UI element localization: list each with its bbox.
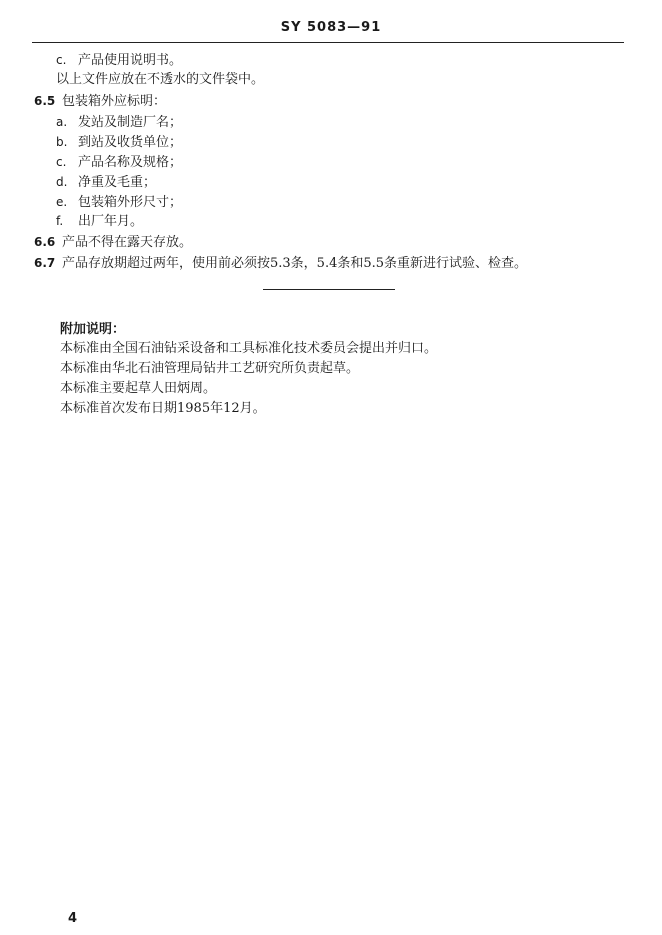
section-text: 产品不得在露天存放。: [62, 235, 193, 250]
list-item-text: 出厂年月。: [78, 214, 144, 229]
list-item: [56, 134, 182, 151]
additional-notes-heading: 附加说明：: [60, 322, 126, 337]
list-item: [56, 213, 143, 230]
section-6-7: [34, 255, 527, 272]
list-item-text: 产品名称及规格；: [78, 155, 183, 170]
header-rule: [32, 42, 624, 43]
list-item: [56, 174, 156, 191]
section-text: 产品存放期超过两年，使用前必须按5.3条，5.4条和5.5条重新进行试验、检查。: [62, 256, 528, 271]
list-item-text: 包装箱外形尺寸；: [78, 195, 183, 210]
list-item-mark: b.: [56, 135, 68, 149]
section-number: 6.5: [34, 94, 56, 108]
list-item: [56, 52, 182, 69]
list-item-text: 净重及毛重；: [78, 175, 157, 190]
additional-note-line: 本标准主要起草人田炳周。: [60, 381, 217, 396]
additional-note-line: 本标准由全国石油钻采设备和工具标准化技术委员会提出并归口。: [60, 341, 438, 356]
list-item-mark: a.: [56, 115, 68, 129]
list-item-mark: c.: [56, 155, 67, 169]
additional-note-line: 本标准由华北石油管理局钻井工艺研究所负责起草。: [60, 361, 360, 376]
list-item-text: 发站及制造厂名；: [78, 115, 183, 130]
section-6-5: [34, 93, 166, 110]
additional-note-line: 本标准首次发布日期1985年12月。: [60, 401, 266, 416]
list-item-mark: e.: [56, 195, 68, 209]
section-number: 6.7: [34, 256, 56, 270]
list-item: [56, 154, 182, 171]
section-6-6: [34, 234, 192, 251]
list-item-mark: d.: [56, 175, 68, 189]
list-item-mark: c.: [56, 53, 67, 67]
section-text: 包装箱外应标明：: [62, 94, 167, 109]
list-item: [56, 194, 182, 211]
list-item-text: 到站及收货单位；: [78, 135, 183, 150]
list-item-mark: f.: [56, 214, 64, 228]
standard-code-header: SY 5083—91: [280, 20, 382, 35]
page-number: 4: [68, 911, 78, 926]
section-number: 6.6: [34, 235, 56, 249]
note-line: 以上文件应放在不透水的文件袋中。: [56, 72, 265, 87]
section-divider: [263, 289, 395, 290]
list-item-text: 产品使用说明书。: [78, 53, 183, 68]
list-item: [56, 114, 182, 131]
